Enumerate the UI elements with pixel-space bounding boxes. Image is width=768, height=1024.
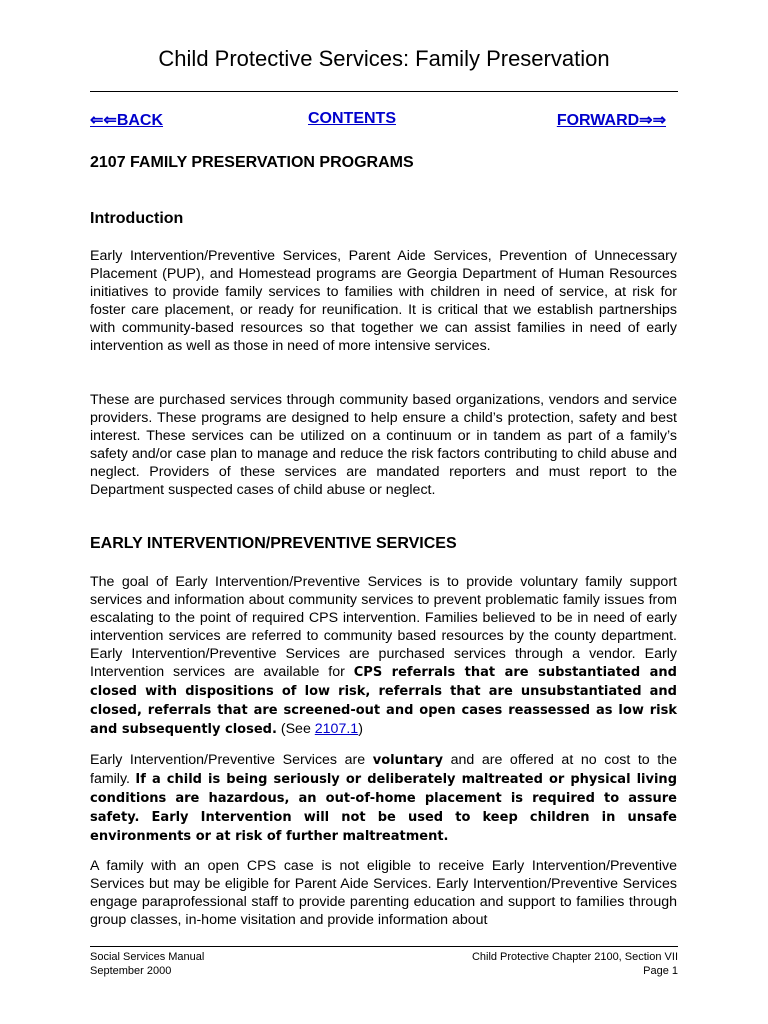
contents-link[interactable]: CONTENTS	[308, 110, 396, 127]
forward-link[interactable]: FORWARD⇒⇒	[556, 112, 666, 129]
footer-page-number: Page 1	[643, 965, 678, 977]
introduction-heading: Introduction	[90, 210, 184, 227]
footer-date: September 2000	[90, 965, 172, 977]
footer-chapter-section: Child Protective Chapter 2100, Section VII	[471, 951, 678, 963]
p3-bold-text: CPS referrals that are substantiated and closed with dispositions of low risk, referrals that are unsubstantiated and closed, referrals that are screened-out and open cases reassessed as low risk and subsequently closed.	[90, 665, 677, 737]
section-title: 2107 FAMILY PRESERVATION PROGRAMS	[90, 154, 414, 171]
intro-paragraph-1: Early Intervention/Preventive Services, Parent Aide Services, Prevention of Unnecessary Placement (PUP), and Homestead programs are Georgia Department of Human Resources initiatives to provide family services to families with children in need of service, at risk for foster care placement, or ready for reunification. It is critical that we establish partnerships with community-based resources so that together we can assist families in need of early intervention as well as those in need of more intensive services.	[90, 248, 677, 354]
p3-close-text: )	[358, 721, 363, 737]
p4-bold-warning: If a child is being seriously or deliberately maltreated or physical living conditions are hazardous, an out-of-home placement is required to assure safety. Early Intervention will not be used to keep children in unsafe environments or at risk of further maltreatment.	[90, 772, 677, 844]
footer-left	[90, 950, 204, 978]
early-intervention-heading: EARLY INTERVENTION/PREVENTIVE SERVICES	[90, 535, 457, 552]
footer-manual-name: Social Services Manual	[90, 951, 205, 963]
p3-see-text: (See	[276, 721, 315, 737]
back-link[interactable]: ⇐⇐BACK	[90, 112, 164, 129]
p4-bold-voluntary: voluntary	[372, 753, 443, 768]
early-intervention-paragraph-1	[90, 573, 677, 739]
footer-divider	[90, 946, 678, 947]
page-header-title: Child Protective Services: Family Preservation	[158, 46, 610, 71]
header-divider	[90, 91, 678, 92]
p3-text: The goal of Early Intervention/Preventive Services is to provide voluntary family support services and information about community services to prevent problematic family issues from escalating to the point of required CPS intervention. Families believed to be in need of early intervention services are referred to community based resources by the county department. Early Intervention/Preventive Services are purchased services through a vendor. Early Intervention services are available for	[90, 574, 677, 680]
navigation-bar	[90, 110, 678, 132]
intro-paragraph-2: These are purchased services through community based organizations, vendors and service providers. These programs are designed to help ensure a child’s protection, safety and best interest. These services can be utilized on a continuum or in tandem as part of a family’s safety and/or case plan to manage and reduce the risk factors contributing to child abuse and neglect. Providers of these services are mandated reporters and must report to the Department suspected cases of child abuse or neglect.	[90, 392, 677, 498]
early-intervention-paragraph-2	[90, 751, 677, 846]
p4-text-b: and are offered at no cost to the family.	[90, 752, 677, 787]
p4-text-a: Early Intervention/Preventive Services are	[90, 752, 373, 768]
footer-right	[472, 950, 678, 978]
section-2107-1-link[interactable]: 2107.1	[314, 721, 359, 737]
early-intervention-paragraph-3: A family with an open CPS case is not eligible to receive Early Intervention/Preventive Services but may be eligible for Parent Aide Services. Early Intervention/Preventive Services engage paraprofessional staff to provide parenting education and support to families through group classes, in-home visitation and provide information about	[90, 858, 677, 928]
